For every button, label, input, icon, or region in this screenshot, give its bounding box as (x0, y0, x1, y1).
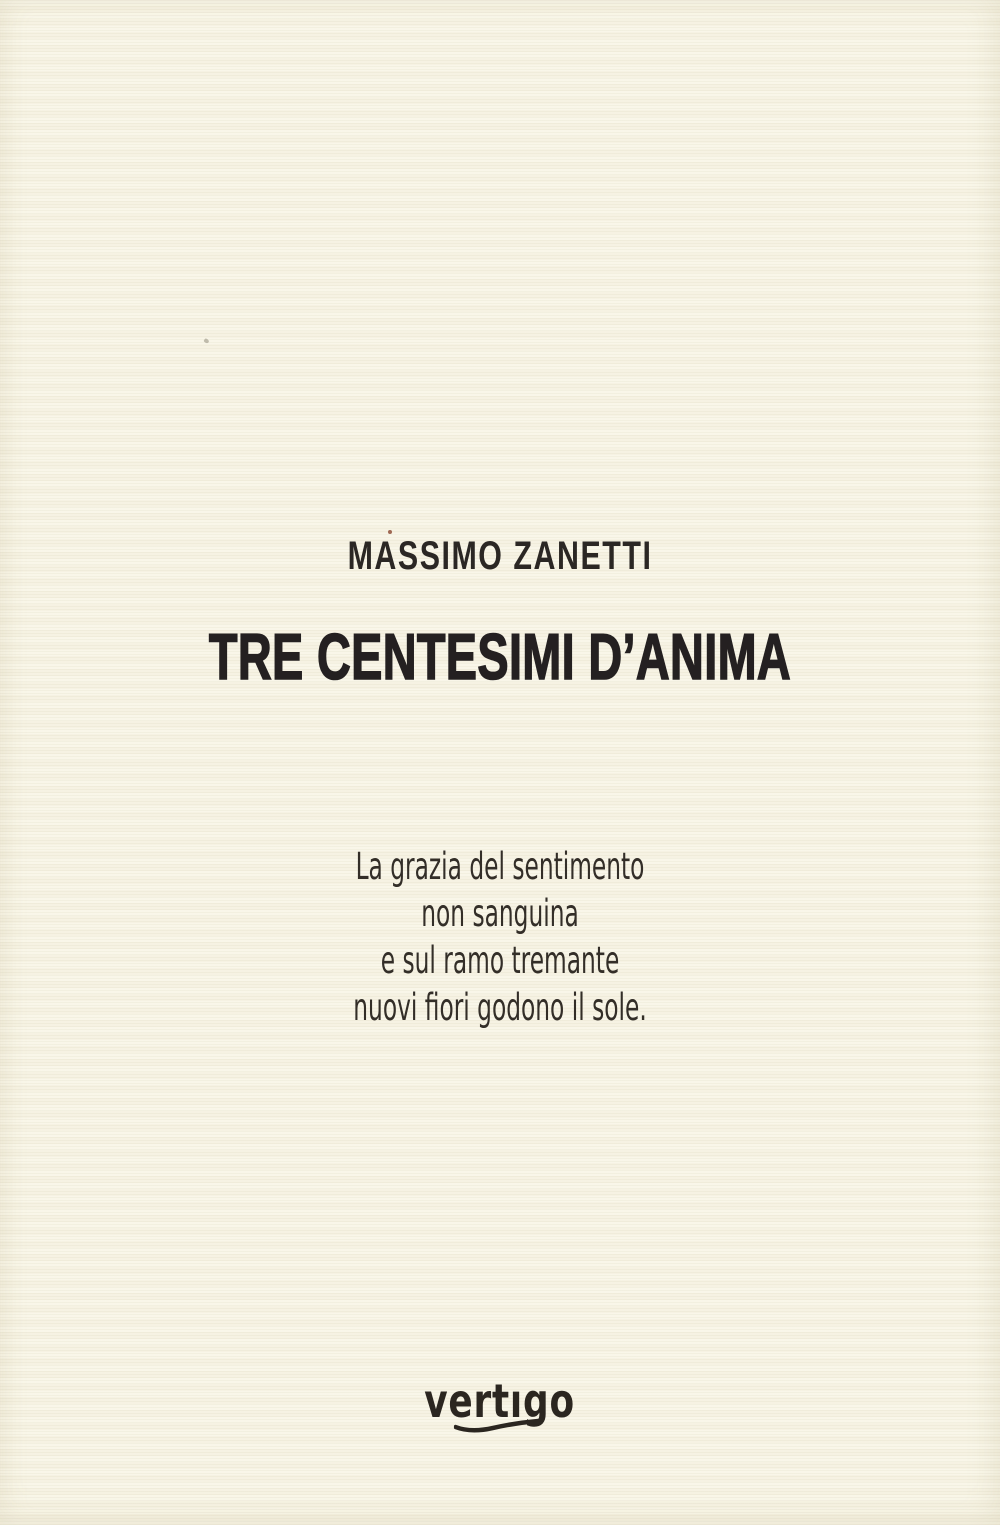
book-title: TRE CENTESIMI D’ANIMA (208, 620, 792, 693)
poem-line: e sul ramo tremante (380, 939, 620, 982)
poem-epigraph (185, 843, 815, 1031)
publisher-logo-vertigo (0, 1374, 1000, 1438)
poem-line: non sanguina (421, 892, 579, 935)
poem-line: La grazia del sentimento (355, 845, 645, 888)
poem-line: nuovi fiori godono il sole. (353, 986, 647, 1029)
publisher-logo-text: vertıgo (424, 1374, 576, 1428)
author-name: MASSIMO ZANETTI (347, 534, 653, 578)
paper-speck (203, 338, 209, 344)
paper-speck (388, 530, 392, 534)
